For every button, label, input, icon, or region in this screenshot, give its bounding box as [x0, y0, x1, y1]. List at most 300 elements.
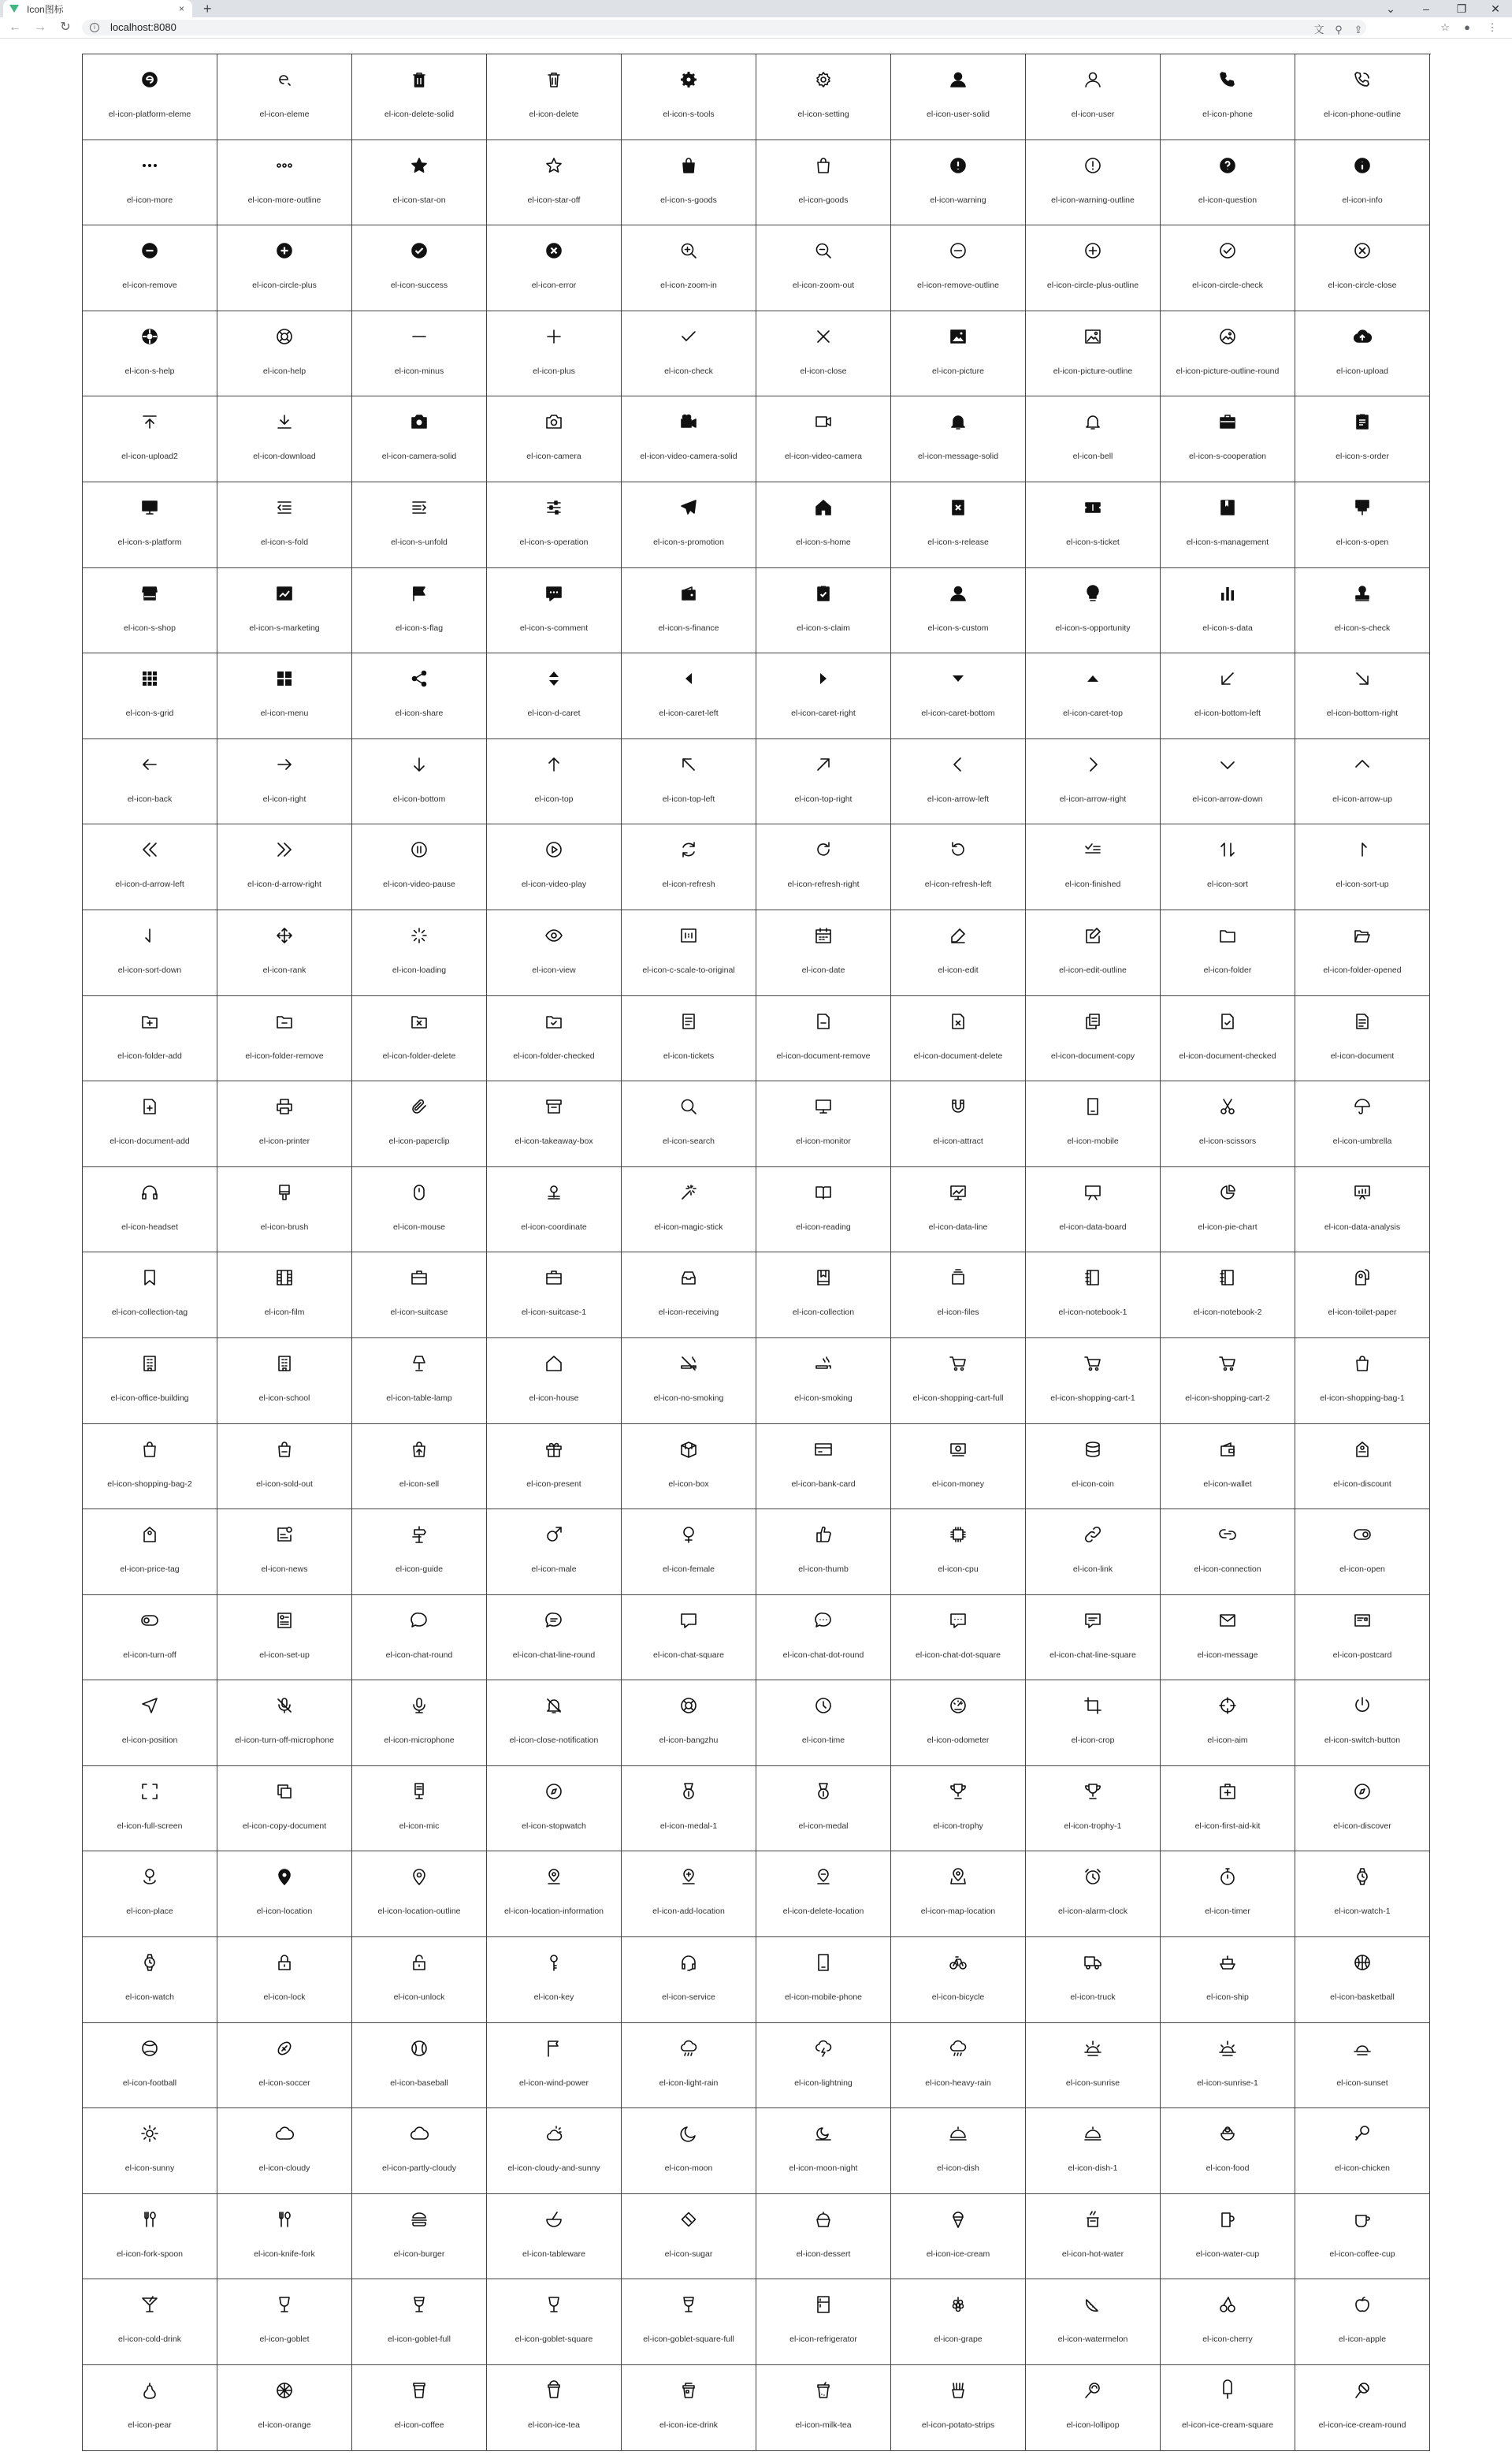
icon-label: el-icon-location-outline	[377, 1907, 461, 1917]
icon-label: el-icon-knife-fork	[254, 2249, 315, 2259]
icon-cell	[1295, 1338, 1430, 1424]
icon-cell	[1026, 54, 1161, 140]
icon-cell	[756, 1424, 891, 1510]
icon-label: el-icon-coffee	[394, 2420, 444, 2431]
icon-cell	[83, 1851, 217, 1937]
icon-label: el-icon-sort-down	[117, 965, 182, 975]
icon-cell	[756, 54, 891, 140]
icon-label: el-icon-arrow-down	[1192, 794, 1263, 804]
icon-cell	[217, 2108, 352, 2194]
icon-cell	[1026, 2365, 1161, 2451]
icon-cell	[217, 225, 352, 311]
browser-tab-strip	[0, 0, 1512, 17]
icon-cell	[756, 1680, 891, 1766]
icon-label: el-icon-moon-night	[789, 2163, 858, 2174]
icon-label: el-icon-ice-tea	[528, 2420, 580, 2431]
icon-label: el-icon-wallet	[1203, 1479, 1252, 1489]
icon-cell	[1295, 2194, 1430, 2280]
icon-cell	[756, 653, 891, 739]
icon-cell	[352, 225, 487, 311]
icon-label: el-icon-remove	[122, 281, 177, 291]
icon-cell	[487, 1081, 622, 1167]
minimize-icon[interactable]: –	[1423, 2, 1429, 15]
icon-cell	[83, 1937, 217, 2023]
icon-label: el-icon-s-platform	[117, 537, 182, 547]
icon-label: el-icon-water-cup	[1195, 2249, 1260, 2259]
icon-cell	[1295, 311, 1430, 397]
icon-cell	[756, 1509, 891, 1595]
url-text[interactable]: localhost:8080	[110, 21, 176, 33]
icon-cell	[891, 54, 1026, 140]
icon-cell	[1161, 1081, 1295, 1167]
icon-label: el-icon-school	[258, 1393, 310, 1403]
icon-cell	[756, 311, 891, 397]
icon-cell	[891, 1338, 1026, 1424]
icon-label: el-icon-star-off	[527, 195, 581, 205]
icon-label: el-icon-soccer	[258, 2078, 310, 2088]
restore-icon[interactable]: ❐	[1456, 2, 1467, 15]
icon-label: el-icon-folder	[1203, 965, 1252, 975]
icon-cell	[1161, 2108, 1295, 2194]
icon-cell	[622, 1851, 756, 1937]
icon-label: el-icon-arrow-right	[1059, 794, 1127, 804]
icon-label: el-icon-coin	[1072, 1479, 1114, 1489]
icon-label: el-icon-service	[662, 1992, 715, 2003]
icon-label: el-icon-unlock	[393, 1992, 445, 2003]
icon-cell	[487, 2023, 622, 2109]
icon-cell	[83, 1680, 217, 1766]
icon-label: el-icon-suitcase-1	[521, 1308, 587, 1318]
icon-label: el-icon-refresh-left	[924, 880, 992, 890]
icon-cell	[1161, 482, 1295, 568]
icon-cell	[891, 140, 1026, 226]
new-tab-button[interactable]: +	[203, 1, 212, 17]
icon-cell	[1161, 54, 1295, 140]
icon-label: el-icon-ship	[1206, 1992, 1249, 2003]
icon-cell	[487, 311, 622, 397]
icon-label: el-icon-zoom-in	[660, 281, 717, 291]
icon-label: el-icon-sort	[1207, 880, 1248, 890]
icon-cell	[622, 54, 756, 140]
icon-cell	[487, 140, 622, 226]
icon-label: el-icon-camera-solid	[381, 452, 457, 462]
icon-cell	[1295, 910, 1430, 996]
icon-cell	[891, 1766, 1026, 1852]
icon-label: el-icon-s-open	[1336, 537, 1389, 547]
icon-label: el-icon-basketball	[1330, 1992, 1395, 2003]
icon-cell	[622, 2365, 756, 2451]
icon-cell	[1295, 1595, 1430, 1681]
icon-label: el-icon-headset	[121, 1222, 178, 1232]
icon-cell	[487, 1595, 622, 1681]
icon-cell	[756, 140, 891, 226]
icon-cell	[1161, 1595, 1295, 1681]
icon-cell	[487, 653, 622, 739]
icon-label: el-icon-switch-button	[1324, 1735, 1401, 1746]
icon-label: el-icon-milk-tea	[795, 2420, 852, 2431]
icon-label: el-icon-zoom-out	[792, 281, 855, 291]
icon-cell	[487, 1167, 622, 1253]
icon-cell	[1161, 1509, 1295, 1595]
icon-label: el-icon-remove-outline	[917, 281, 999, 291]
icon-label: el-icon-scissors	[1198, 1136, 1257, 1147]
reload-icon[interactable]: ↻	[60, 20, 71, 34]
icon-label: el-icon-apple	[1338, 2334, 1387, 2345]
icon-label: el-icon-sunrise	[1065, 2078, 1120, 2088]
icon-label: el-icon-video-camera	[784, 452, 863, 462]
forward-icon[interactable]: →	[34, 20, 46, 34]
icon-label: el-icon-cold-drink	[118, 2334, 181, 2345]
icon-cell	[352, 2194, 487, 2280]
icon-label: el-icon-dish-1	[1068, 2163, 1118, 2174]
icon-cell	[352, 1595, 487, 1681]
icon-label: el-icon-trophy	[933, 1821, 983, 1831]
icon-label: el-icon-setting	[797, 110, 849, 119]
icon-cell	[1295, 739, 1430, 825]
icon-cell	[217, 1252, 352, 1338]
icon-cell	[487, 54, 622, 140]
icon-label: el-icon-s-grid	[125, 709, 174, 719]
icon-cell	[1161, 996, 1295, 1082]
icon-label: el-icon-caret-bottom	[921, 709, 995, 719]
icon-cell	[622, 1680, 756, 1766]
icon-label: el-icon-no-smoking	[653, 1393, 724, 1403]
icon-label: el-icon-data-analysis	[1324, 1222, 1401, 1232]
icon-cell	[756, 996, 891, 1082]
icon-label: el-icon-edit-outline	[1059, 965, 1127, 975]
icon-label: el-icon-close-notification	[509, 1735, 599, 1746]
icon-cell	[352, 1851, 487, 1937]
icon-cell	[756, 2194, 891, 2280]
site-info-icon[interactable]: i	[90, 23, 99, 32]
icon-label: el-icon-arrow-up	[1332, 794, 1392, 804]
icon-label: el-icon-caret-right	[791, 709, 856, 719]
address-bar[interactable]	[82, 20, 1366, 35]
icon-cell	[1295, 1167, 1430, 1253]
icon-label: el-icon-key	[533, 1992, 574, 2003]
icon-label: el-icon-tickets	[663, 1051, 715, 1061]
icon-cell	[891, 996, 1026, 1082]
icon-label: el-icon-full-screen	[117, 1821, 183, 1831]
zoom-icon[interactable]: ⚲	[1335, 24, 1343, 35]
icon-label: el-icon-back	[127, 794, 173, 804]
icon-cell	[1026, 2194, 1161, 2280]
icon-label: el-icon-ice-drink	[659, 2420, 719, 2431]
icon-label: el-icon-star-on	[392, 195, 446, 205]
icon-cell	[83, 1509, 217, 1595]
icon-cell	[622, 225, 756, 311]
icon-label: el-icon-location	[256, 1907, 313, 1917]
icon-cell	[1161, 2279, 1295, 2365]
icon-cell	[217, 1509, 352, 1595]
share-page-icon[interactable]: ⇪	[1354, 24, 1363, 35]
icon-label: el-icon-message	[1197, 1650, 1258, 1660]
icon-label: el-icon-connection	[1194, 1564, 1261, 1575]
icon-cell	[756, 1937, 891, 2023]
icon-cell	[622, 910, 756, 996]
icon-label: el-icon-data-line	[928, 1222, 988, 1232]
icon-label: el-icon-chat-square	[653, 1650, 724, 1660]
icon-label: el-icon-c-scale-to-original	[642, 965, 735, 975]
icon-cell	[487, 1252, 622, 1338]
icon-label: el-icon-s-data	[1202, 623, 1253, 633]
icon-label: el-icon-shopping-cart-1	[1050, 1393, 1135, 1403]
icon-cell	[1295, 1081, 1430, 1167]
icon-cell	[622, 824, 756, 910]
icon-cell	[217, 54, 352, 140]
icon-label: el-icon-sunset	[1336, 2078, 1388, 2088]
icon-label: el-icon-help	[262, 366, 306, 376]
icon-label: el-icon-success	[390, 281, 448, 291]
icon-label: el-icon-sell	[399, 1479, 440, 1489]
tab-close-button[interactable]: ×	[178, 3, 184, 14]
icon-cell	[891, 1509, 1026, 1595]
icon-cell	[756, 1338, 891, 1424]
icon-label: el-icon-coffee-cup	[1329, 2249, 1395, 2259]
icon-label: el-icon-attract	[933, 1136, 983, 1147]
icon-cell	[352, 653, 487, 739]
icon-cell	[487, 568, 622, 654]
icon-cell	[1026, 910, 1161, 996]
icon-cell	[1161, 2194, 1295, 2280]
icon-cell	[1026, 1424, 1161, 1510]
icon-label: el-icon-check	[664, 366, 713, 376]
icon-cell	[756, 1595, 891, 1681]
icon-cell	[1026, 1081, 1161, 1167]
icon-cell	[891, 396, 1026, 482]
icon-cell	[352, 1766, 487, 1852]
icon-label: el-icon-d-caret	[527, 709, 581, 719]
icon-label: el-icon-house	[529, 1393, 579, 1403]
icon-label: el-icon-film	[264, 1308, 305, 1318]
icon-label: el-icon-delete-solid	[384, 110, 455, 119]
icon-label: el-icon-baseball	[390, 2078, 448, 2088]
browser-toolbar	[0, 17, 1512, 39]
icon-label: el-icon-cherry	[1202, 2334, 1253, 2345]
icon-cell	[622, 2279, 756, 2365]
icon-label: el-icon-aim	[1207, 1735, 1248, 1746]
icon-label: el-icon-video-play	[521, 880, 587, 890]
icon-cell	[1026, 2279, 1161, 2365]
icon-cell	[622, 2108, 756, 2194]
icon-cell	[487, 1766, 622, 1852]
icon-cell	[83, 2108, 217, 2194]
icon-cell	[217, 1338, 352, 1424]
icon-label: el-icon-position	[121, 1735, 178, 1746]
icon-label: el-icon-tableware	[522, 2249, 585, 2259]
icon-cell	[217, 2194, 352, 2280]
icon-cell	[891, 824, 1026, 910]
icon-label: el-icon-orange	[258, 2420, 311, 2431]
icon-cell	[1026, 311, 1161, 397]
icon-label: el-icon-shopping-bag-1	[1320, 1393, 1405, 1403]
icon-cell	[622, 1167, 756, 1253]
icon-cell	[217, 311, 352, 397]
icon-label: el-icon-chat-dot-square	[916, 1650, 1001, 1660]
icon-cell	[83, 396, 217, 482]
icon-label: el-icon-dessert	[796, 2249, 851, 2259]
icon-cell	[756, 1252, 891, 1338]
icon-label: el-icon-s-comment	[519, 623, 589, 633]
icon-label: el-icon-minus	[394, 366, 444, 376]
icon-label: el-icon-stopwatch	[522, 1821, 586, 1831]
icon-cell	[217, 2279, 352, 2365]
icon-label: el-icon-s-release	[927, 537, 989, 547]
icon-cell	[1161, 396, 1295, 482]
icon-cell	[1295, 1509, 1430, 1595]
icon-cell	[1161, 225, 1295, 311]
icon-cell	[217, 1081, 352, 1167]
browser-menu-icon[interactable]: ⋮	[1487, 21, 1498, 33]
icon-label: el-icon-medal-1	[659, 1821, 718, 1831]
icon-label: el-icon-picture-outline	[1053, 366, 1133, 376]
icon-label: el-icon-alarm-clock	[1057, 1907, 1128, 1917]
icon-cell	[217, 1167, 352, 1253]
icon-label: el-icon-delete-location	[782, 1907, 864, 1917]
icon-label: el-icon-s-management	[1186, 537, 1269, 547]
icon-label: el-icon-discover	[1333, 1821, 1391, 1831]
icon-label: el-icon-d-arrow-right	[247, 880, 321, 890]
icon-cell	[487, 910, 622, 996]
icon-label: el-icon-odometer	[927, 1735, 990, 1746]
icon-cell	[217, 2365, 352, 2451]
icon-label: el-icon-s-opportunity	[1055, 623, 1131, 633]
icon-label: el-icon-receiving	[658, 1308, 719, 1318]
icon-label: el-icon-folder-add	[117, 1051, 182, 1061]
icon-label: el-icon-bank-card	[791, 1479, 856, 1489]
icon-label: el-icon-video-camera-solid	[640, 452, 737, 462]
icon-cell	[891, 2365, 1026, 2451]
icon-cell	[217, 910, 352, 996]
bookmark-star-icon[interactable]: ☆	[1440, 21, 1450, 33]
icon-label: el-icon-light-rain	[659, 2078, 719, 2088]
icon-label: el-icon-heavy-rain	[925, 2078, 991, 2088]
icon-label: el-icon-notebook-1	[1058, 1308, 1127, 1318]
icon-cell	[83, 140, 217, 226]
icon-cell	[217, 1851, 352, 1937]
icon-label: el-icon-circle-close	[1328, 281, 1397, 291]
icon-label: el-icon-s-fold	[260, 537, 309, 547]
icon-cell	[217, 824, 352, 910]
icon-label: el-icon-goods	[798, 195, 849, 205]
icon-cell	[622, 1766, 756, 1852]
icon-label: el-icon-ice-cream	[926, 2249, 990, 2259]
browser-tab[interactable]	[3, 0, 192, 17]
icon-label: el-icon-price-tag	[120, 1564, 180, 1575]
icon-label: el-icon-shopping-bag-2	[107, 1479, 192, 1489]
icon-label: el-icon-s-operation	[519, 537, 589, 547]
icon-label: el-icon-reading	[796, 1222, 851, 1232]
icon-label: el-icon-moon	[664, 2163, 713, 2174]
close-window-icon[interactable]: ✕	[1491, 2, 1500, 15]
icon-label: el-icon-warning	[930, 195, 986, 205]
icon-label: el-icon-refresh	[662, 880, 715, 890]
icon-label: el-icon-location-information	[503, 1907, 604, 1917]
icon-label: el-icon-turn-off	[123, 1650, 176, 1660]
icon-label: el-icon-data-board	[1059, 1222, 1127, 1232]
icon-cell	[217, 140, 352, 226]
icon-cell	[1161, 910, 1295, 996]
back-icon[interactable]: ←	[9, 20, 21, 34]
icon-cell	[891, 1851, 1026, 1937]
icon-label: el-icon-coordinate	[521, 1222, 587, 1232]
icon-cell	[1026, 568, 1161, 654]
icon-cell	[1026, 996, 1161, 1082]
icon-cell	[487, 396, 622, 482]
icon-cell	[891, 2279, 1026, 2365]
icon-label: el-icon-s-help	[124, 366, 175, 376]
translate-icon[interactable]: 文	[1313, 24, 1324, 35]
icon-label: el-icon-s-ticket	[1066, 537, 1120, 547]
icon-label: el-icon-map-location	[920, 1907, 996, 1917]
profile-avatar-icon[interactable]: ●	[1464, 21, 1470, 33]
icon-cell	[1026, 1338, 1161, 1424]
icon-label: el-icon-files	[937, 1308, 979, 1318]
icon-cell	[83, 1252, 217, 1338]
icon-label: el-icon-truck	[1070, 1992, 1116, 2003]
icon-label: el-icon-paperclip	[388, 1136, 450, 1147]
icon-label: el-icon-phone-outline	[1323, 110, 1402, 119]
icon-cell	[891, 1081, 1026, 1167]
icon-label: el-icon-right	[262, 794, 306, 804]
icon-cell	[487, 2108, 622, 2194]
icon-cell	[1295, 2023, 1430, 2109]
icon-label: el-icon-guide	[395, 1564, 444, 1575]
icon-label: el-icon-burger	[393, 2249, 445, 2259]
icon-label: el-icon-lightning	[794, 2078, 853, 2088]
icon-cell	[891, 910, 1026, 996]
icon-cell	[217, 2023, 352, 2109]
icon-label: el-icon-wind-power	[518, 2078, 589, 2088]
icon-label: el-icon-thumb	[798, 1564, 849, 1575]
icon-label: el-icon-bicycle	[931, 1992, 985, 2003]
icon-cell	[1161, 824, 1295, 910]
icon-label: el-icon-circle-plus-outline	[1046, 281, 1139, 291]
icon-cell	[1295, 1680, 1430, 1766]
tab-search-chevron-icon[interactable]: ⌄	[1386, 2, 1395, 15]
icon-label: el-icon-refresh-right	[787, 880, 860, 890]
icon-label: el-icon-s-cooperation	[1188, 452, 1267, 462]
icon-label: el-icon-arrow-left	[927, 794, 990, 804]
icon-cell	[1026, 1766, 1161, 1852]
icon-label: el-icon-chicken	[1334, 2163, 1391, 2174]
icon-cell	[622, 1509, 756, 1595]
icon-label: el-icon-cloudy-and-sunny	[507, 2163, 600, 2174]
icon-cell	[1026, 396, 1161, 482]
icon-label: el-icon-s-shop	[124, 623, 176, 633]
icon-cell	[1295, 2108, 1430, 2194]
icon-label: el-icon-warning-outline	[1051, 195, 1135, 205]
icon-cell	[1026, 1595, 1161, 1681]
tab-title: Icon图标	[27, 3, 64, 15]
icon-cell	[217, 482, 352, 568]
icon-cell	[83, 568, 217, 654]
icon-cell	[891, 568, 1026, 654]
icon-cell	[352, 2365, 487, 2451]
icon-label: el-icon-medal	[798, 1821, 849, 1831]
icon-cell	[1161, 653, 1295, 739]
icon-label: el-icon-lollipop	[1066, 2420, 1120, 2431]
icon-cell	[622, 1937, 756, 2023]
icon-label: el-icon-copy-document	[242, 1821, 327, 1831]
icon-label: el-icon-user	[1071, 110, 1115, 119]
icon-label: el-icon-open	[1339, 1564, 1385, 1575]
icon-label: el-icon-s-unfold	[391, 537, 448, 547]
icon-cell	[352, 396, 487, 482]
icon-cell	[83, 1424, 217, 1510]
icon-label: el-icon-lock	[263, 1992, 306, 2003]
icon-cell	[891, 1424, 1026, 1510]
